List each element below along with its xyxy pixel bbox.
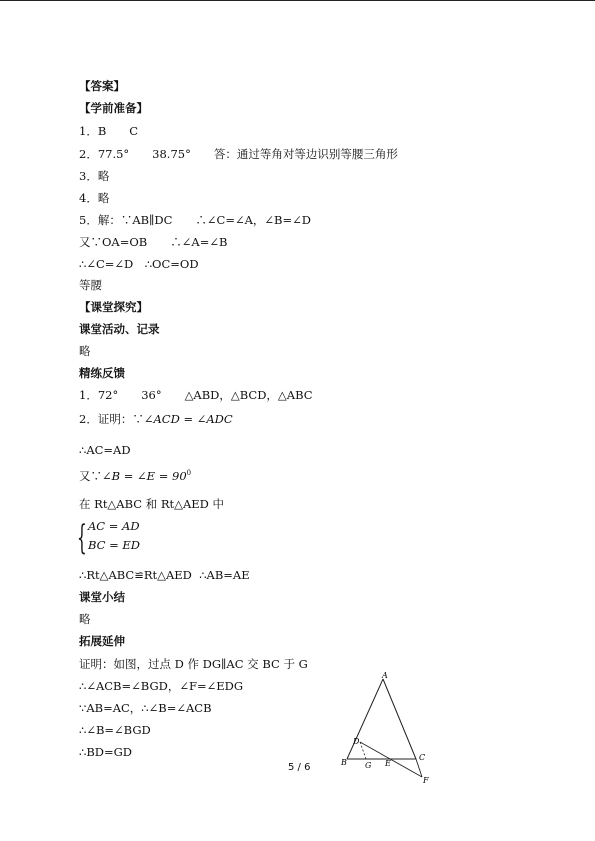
practice-line-2-formula: ∠ACD = ∠ADC — [143, 412, 233, 426]
extension-line-5: ∴BD=GD — [79, 745, 133, 759]
label-g: G — [365, 761, 372, 770]
practice-line-2 — [79, 411, 233, 427]
extension-line-4: ∴∠B=∠BGD — [79, 723, 151, 737]
answer-header: 【答案】 — [79, 79, 125, 93]
prep-line-7: ∴∠C=∠D ∴OC=OD — [79, 257, 199, 271]
practice-line-3: ∴AC=AD — [79, 443, 131, 457]
practice-line-1: 1．72° 36° △ABD，△BCD，△ABC — [79, 388, 313, 402]
extension-line-2: ∴∠ACB=∠BGD，∠F=∠EDG — [79, 679, 244, 693]
practice-title: 精练反馈 — [79, 366, 125, 380]
system-eq-1: AC = AD — [88, 519, 140, 533]
practice-line-4-sup: 0 — [186, 469, 192, 477]
prep-line-8: 等腰 — [79, 278, 102, 292]
label-e: E — [385, 759, 391, 768]
practice-line-4-prefix: 又∵ — [79, 468, 102, 483]
top-rule — [0, 0, 595, 1]
segment-ac — [383, 679, 416, 759]
prep-line-4: 4．略 — [79, 191, 110, 205]
practice-line-2-prefix: 2．证明：∵ — [79, 412, 144, 426]
label-d: D — [353, 737, 360, 746]
prep-line-1: 1．B C — [79, 124, 139, 138]
practice-line-5: 在 Rt△ABC 和 Rt△AED 中 — [79, 497, 225, 511]
prep-line-2: 2．77.5° 38.75° 答：通过等角对等边识别等腰三角形 — [79, 147, 398, 161]
summary-text: 略 — [79, 612, 91, 626]
label-f: F — [423, 776, 429, 785]
label-b: B — [341, 758, 347, 767]
practice-line-4-formula: ∠B = ∠E = 90 — [102, 468, 187, 483]
practice-line-6: ∴Rt△ABC≌Rt△AED ∴AB=AE — [79, 568, 250, 582]
prep-line-6: 又∵OA=OB ∴∠A=∠B — [79, 235, 228, 249]
explore-header: 【课堂探究】 — [79, 300, 148, 314]
prep-line-5: 5．解：∵AB∥DC ∴∠C=∠A，∠B=∠D — [79, 213, 311, 227]
label-c: C — [419, 753, 426, 762]
summary-title: 课堂小结 — [79, 590, 125, 604]
system-brace: { — [77, 518, 87, 558]
extension-title: 拓展延伸 — [79, 634, 125, 648]
system-eq-2: BC = ED — [88, 538, 141, 552]
segment-ab — [347, 679, 383, 759]
label-a: A — [382, 672, 388, 680]
extension-line-1: 证明：如图，过点 D 作 DG∥AC 交 BC 于 G — [79, 657, 308, 671]
prep-header: 【学前准备】 — [79, 101, 148, 115]
geometry-figure — [336, 672, 446, 787]
practice-line-4 — [79, 465, 191, 484]
activity-text: 略 — [79, 344, 91, 358]
prep-line-3: 3．略 — [79, 169, 110, 183]
extension-line-3: ∵AB=AC，∴∠B=∠ACB — [79, 701, 212, 715]
page-number: 5 / 6 — [288, 762, 311, 773]
activity-title: 课堂活动、记录 — [79, 322, 160, 336]
